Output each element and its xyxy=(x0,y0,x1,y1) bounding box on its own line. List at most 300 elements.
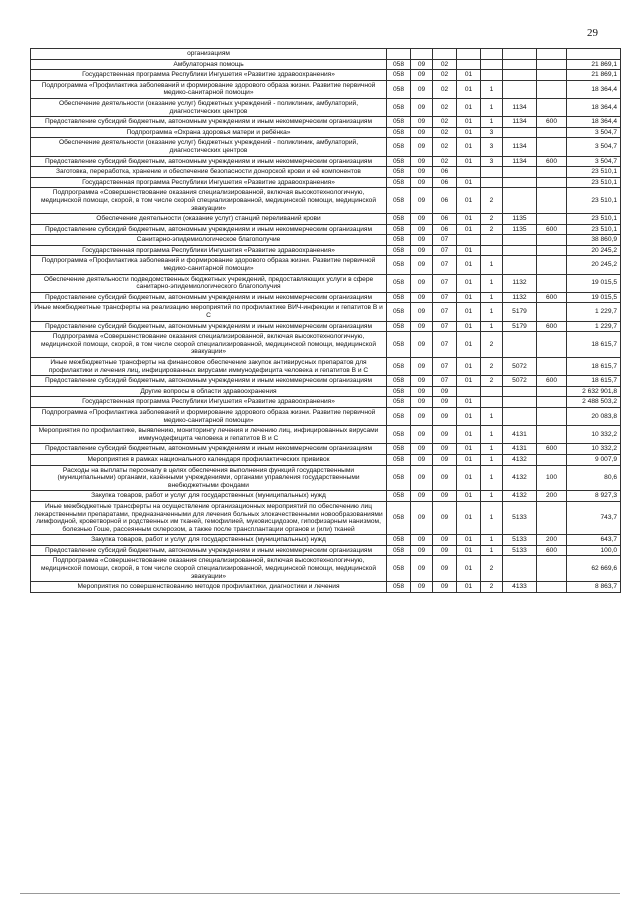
subsection-code: 07 xyxy=(433,235,457,246)
ministry-code: 058 xyxy=(387,582,411,593)
row-name: Обеспечение деятельности (оказание услуг) бюджетных учреждений - поликлиник, амбулаторий, диагностических центров xyxy=(31,138,387,156)
program-code: 01 xyxy=(457,117,481,128)
row-name: Подпрограмма «Совершенствование оказания специализированной, включая высокотехнологичную, медицинской помощи, скорой, в том числе скорой специализированной, медицинской помощи, медицинской эвакуации» xyxy=(31,188,387,214)
row-amount: 1 229,7 xyxy=(567,321,621,332)
subprogram-code xyxy=(481,245,503,256)
subprogram-code: 1 xyxy=(481,491,503,502)
subsection-code: 02 xyxy=(433,127,457,138)
target-article-code: 5072 xyxy=(503,376,537,387)
ministry-code: 058 xyxy=(387,491,411,502)
row-amount: 18 615,7 xyxy=(567,332,621,358)
row-amount: 20 245,2 xyxy=(567,245,621,256)
subsection-code: 02 xyxy=(433,70,457,81)
subprogram-code: 1 xyxy=(481,274,503,292)
table-row xyxy=(31,545,621,556)
section-code: 09 xyxy=(411,80,433,98)
program-code: 01 xyxy=(457,214,481,225)
section-code: 09 xyxy=(411,397,433,408)
expense-type-code: 600 xyxy=(537,545,567,556)
subprogram-code xyxy=(481,397,503,408)
ministry-code: 058 xyxy=(387,426,411,444)
subsection-code: 09 xyxy=(433,535,457,546)
table-row xyxy=(31,138,621,156)
row-name: Предоставление субсидий бюджетным, автономным учреждениям и иным некоммерческим организациям xyxy=(31,292,387,303)
ministry-code: 058 xyxy=(387,214,411,225)
subsection-code: 09 xyxy=(433,545,457,556)
row-name: Предоставление субсидий бюджетным, автономным учреждениям и иным некоммерческим организациям xyxy=(31,117,387,128)
table-row xyxy=(31,59,621,70)
section-code: 09 xyxy=(411,245,433,256)
program-code: 01 xyxy=(457,303,481,321)
subprogram-code: 1 xyxy=(481,117,503,128)
row-name: Мероприятия в рамках национального календаря профилактических прививок xyxy=(31,454,387,465)
program-code: 01 xyxy=(457,332,481,358)
program-code: 01 xyxy=(457,545,481,556)
subsection-code: 09 xyxy=(433,556,457,582)
subsection-code: 02 xyxy=(433,117,457,128)
subprogram-code: 2 xyxy=(481,376,503,387)
expense-type-code xyxy=(537,80,567,98)
target-article-code xyxy=(503,59,537,70)
expense-type-code xyxy=(537,177,567,188)
table-row xyxy=(31,556,621,582)
expense-type-code xyxy=(537,303,567,321)
subsection-code: 09 xyxy=(433,386,457,397)
target-article-code xyxy=(503,386,537,397)
ministry-code: 058 xyxy=(387,274,411,292)
section-code: 09 xyxy=(411,274,433,292)
section-code: 09 xyxy=(411,545,433,556)
row-name: Государственная программа Республики Ингушетия «Развитие здравоохранения» xyxy=(31,245,387,256)
row-name: Иные межбюджетные трансферты на реализацию мероприятий по профилактике ВИЧ-инфекции и гепатитов В и С xyxy=(31,303,387,321)
row-amount: 100,0 xyxy=(567,545,621,556)
subsection-code: 09 xyxy=(433,582,457,593)
subprogram-code: 2 xyxy=(481,188,503,214)
program-code: 01 xyxy=(457,582,481,593)
target-article-code: 1134 xyxy=(503,98,537,116)
subsection-code: 09 xyxy=(433,501,457,534)
target-article-code xyxy=(503,407,537,425)
subprogram-code: 2 xyxy=(481,332,503,358)
section-code: 09 xyxy=(411,358,433,376)
program-code: 01 xyxy=(457,245,481,256)
row-amount: 23 510,1 xyxy=(567,177,621,188)
row-name: организациям xyxy=(31,49,387,60)
target-article-code: 5133 xyxy=(503,535,537,546)
target-article-code xyxy=(503,167,537,178)
row-name: Закупка товаров, работ и услуг для государственных (муниципальных) нужд xyxy=(31,535,387,546)
subsection-code: 09 xyxy=(433,491,457,502)
section-code: 09 xyxy=(411,407,433,425)
expense-type-code: 600 xyxy=(537,156,567,167)
expense-type-code xyxy=(537,235,567,246)
row-name: Государственная программа Республики Ингушетия «Развитие здравоохранения» xyxy=(31,70,387,81)
page-bottom-rule xyxy=(20,893,620,894)
subprogram-code: 3 xyxy=(481,138,503,156)
row-name: Иные межбюджетные трансферты на осуществление организационных мероприятий по обеспечению лиц лекарственными препаратами, предназначенными для лечения больных злокачественными новообразованиями лимфоидной, кроветворной и родственных им тканей, гемофилией, муковисцидозом, гипофизарным нанизмом, болезнью Гоше, рассеянным склерозом, а также после трансплантации органов и (или) тканей xyxy=(31,501,387,534)
target-article-code: 4131 xyxy=(503,444,537,455)
table-body xyxy=(31,49,621,593)
ministry-code: 058 xyxy=(387,397,411,408)
section-code: 09 xyxy=(411,491,433,502)
target-article-code: 1135 xyxy=(503,214,537,225)
table-row xyxy=(31,535,621,546)
ministry-code: 058 xyxy=(387,444,411,455)
row-name: Государственная программа Республики Ингушетия «Развитие здравоохранения» xyxy=(31,397,387,408)
row-amount: 23 510,1 xyxy=(567,214,621,225)
subsection-code: 09 xyxy=(433,465,457,491)
ministry-code: 058 xyxy=(387,98,411,116)
row-name: Подпрограмма «Охрана здоровья матери и ребёнка» xyxy=(31,127,387,138)
subsection-code: 07 xyxy=(433,256,457,274)
subprogram-code: 2 xyxy=(481,582,503,593)
row-amount: 1 229,7 xyxy=(567,303,621,321)
ministry-code: 058 xyxy=(387,556,411,582)
row-name: Государственная программа Республики Ингушетия «Развитие здравоохранения» xyxy=(31,177,387,188)
row-amount: 18 364,4 xyxy=(567,117,621,128)
target-article-code xyxy=(503,127,537,138)
expense-type-code xyxy=(537,167,567,178)
program-code: 01 xyxy=(457,358,481,376)
table-row xyxy=(31,376,621,387)
program-code: 01 xyxy=(457,556,481,582)
row-amount: 80,6 xyxy=(567,465,621,491)
subsection-code: 07 xyxy=(433,245,457,256)
row-amount: 18 364,4 xyxy=(567,80,621,98)
subprogram-code xyxy=(481,167,503,178)
subprogram-code: 1 xyxy=(481,501,503,534)
expense-type-code xyxy=(537,70,567,81)
subsection-code: 06 xyxy=(433,214,457,225)
program-code: 01 xyxy=(457,491,481,502)
expense-type-code xyxy=(537,582,567,593)
table-row xyxy=(31,321,621,332)
section-code: 09 xyxy=(411,303,433,321)
subsection-code: 02 xyxy=(433,59,457,70)
expense-type-code xyxy=(537,188,567,214)
row-name: Предоставление субсидий бюджетным, автономным учреждениям и иным некоммерческим организациям xyxy=(31,444,387,455)
table-row xyxy=(31,407,621,425)
subsection-code: 07 xyxy=(433,274,457,292)
target-article-code xyxy=(503,49,537,60)
program-code: 01 xyxy=(457,177,481,188)
section-code: 09 xyxy=(411,292,433,303)
section-code: 09 xyxy=(411,127,433,138)
row-amount: 18 615,7 xyxy=(567,358,621,376)
section-code: 09 xyxy=(411,214,433,225)
subprogram-code xyxy=(481,235,503,246)
target-article-code: 4132 xyxy=(503,465,537,491)
row-amount: 21 869,1 xyxy=(567,59,621,70)
program-code: 01 xyxy=(457,188,481,214)
target-article-code: 4133 xyxy=(503,582,537,593)
row-amount: 19 015,5 xyxy=(567,292,621,303)
table-row xyxy=(31,98,621,116)
row-name: Санитарно-эпидемиологическое благополучие xyxy=(31,235,387,246)
row-amount: 20 083,8 xyxy=(567,407,621,425)
subsection-code: 02 xyxy=(433,138,457,156)
row-name: Предоставление субсидий бюджетным, автономным учреждениям и иным некоммерческим организациям xyxy=(31,156,387,167)
target-article-code: 1132 xyxy=(503,274,537,292)
ministry-code: 058 xyxy=(387,188,411,214)
subprogram-code: 1 xyxy=(481,545,503,556)
row-name: Подпрограмма «Совершенствование оказания специализированной, включая высокотехнологичную, медицинской помощи, скорой, в том числе скорой специализированной, медицинской помощи, медицинской эвакуации» xyxy=(31,556,387,582)
section-code: 09 xyxy=(411,224,433,235)
table-row xyxy=(31,70,621,81)
subprogram-code: 1 xyxy=(481,98,503,116)
target-article-code xyxy=(503,80,537,98)
row-name: Мероприятия по профилактике, выявлению, мониторингу лечения и лечению лиц, инфицированных вирусами иммунодефицита человека и гепатитов В и С xyxy=(31,426,387,444)
target-article-code xyxy=(503,245,537,256)
program-code xyxy=(457,167,481,178)
row-amount: 18 615,7 xyxy=(567,376,621,387)
program-code: 01 xyxy=(457,274,481,292)
program-code: 01 xyxy=(457,80,481,98)
program-code xyxy=(457,59,481,70)
expense-type-code xyxy=(537,454,567,465)
subsection-code xyxy=(433,49,457,60)
program-code: 01 xyxy=(457,156,481,167)
target-article-code xyxy=(503,397,537,408)
ministry-code: 058 xyxy=(387,535,411,546)
ministry-code: 058 xyxy=(387,156,411,167)
table-row xyxy=(31,235,621,246)
program-code: 01 xyxy=(457,397,481,408)
section-code xyxy=(411,49,433,60)
row-amount: 743,7 xyxy=(567,501,621,534)
expense-type-code xyxy=(537,138,567,156)
ministry-code: 058 xyxy=(387,465,411,491)
expense-type-code xyxy=(537,332,567,358)
target-article-code: 1132 xyxy=(503,292,537,303)
row-amount: 18 364,4 xyxy=(567,98,621,116)
ministry-code: 058 xyxy=(387,358,411,376)
subsection-code: 07 xyxy=(433,332,457,358)
target-article-code: 1135 xyxy=(503,224,537,235)
expense-type-code xyxy=(537,127,567,138)
table-row xyxy=(31,501,621,534)
subprogram-code: 1 xyxy=(481,321,503,332)
table-row xyxy=(31,274,621,292)
row-name: Предоставление субсидий бюджетным, автономным учреждениям и иным некоммерческим организациям xyxy=(31,224,387,235)
ministry-code: 058 xyxy=(387,256,411,274)
subprogram-code: 1 xyxy=(481,454,503,465)
section-code: 09 xyxy=(411,235,433,246)
target-article-code: 1134 xyxy=(503,138,537,156)
program-code: 01 xyxy=(457,376,481,387)
subsection-code: 02 xyxy=(433,98,457,116)
ministry-code: 058 xyxy=(387,117,411,128)
ministry-code: 058 xyxy=(387,127,411,138)
expense-type-code xyxy=(537,256,567,274)
program-code: 01 xyxy=(457,465,481,491)
subprogram-code xyxy=(481,177,503,188)
expense-type-code xyxy=(537,245,567,256)
table-row xyxy=(31,491,621,502)
ministry-code: 058 xyxy=(387,386,411,397)
program-code: 01 xyxy=(457,224,481,235)
target-article-code: 5133 xyxy=(503,545,537,556)
table-row xyxy=(31,397,621,408)
target-article-code xyxy=(503,256,537,274)
table-row xyxy=(31,582,621,593)
table-row xyxy=(31,332,621,358)
program-code xyxy=(457,49,481,60)
row-name: Подпрограмма «Профилактика заболеваний и формирование здорового образа жизни. Развитие первичной медико-санитарной помощи» xyxy=(31,256,387,274)
target-article-code: 5072 xyxy=(503,358,537,376)
ministry-code: 058 xyxy=(387,545,411,556)
table-row xyxy=(31,426,621,444)
ministry-code: 058 xyxy=(387,407,411,425)
subsection-code: 07 xyxy=(433,358,457,376)
table-row xyxy=(31,256,621,274)
subprogram-code: 1 xyxy=(481,303,503,321)
expense-type-code xyxy=(537,358,567,376)
ministry-code: 058 xyxy=(387,70,411,81)
table-row xyxy=(31,49,621,60)
subprogram-code: 1 xyxy=(481,407,503,425)
row-amount: 643,7 xyxy=(567,535,621,546)
expense-type-code: 200 xyxy=(537,535,567,546)
subsection-code: 09 xyxy=(433,444,457,455)
subprogram-code: 3 xyxy=(481,156,503,167)
expense-type-code: 600 xyxy=(537,376,567,387)
subsection-code: 06 xyxy=(433,167,457,178)
row-name: Обеспечение деятельности подведомственных бюджетных учреждений, предоставляющих услуги в сфере санитарно-эпидемиологического благополучия xyxy=(31,274,387,292)
target-article-code xyxy=(503,70,537,81)
program-code: 01 xyxy=(457,138,481,156)
expense-type-code xyxy=(537,556,567,582)
section-code: 09 xyxy=(411,138,433,156)
row-name: Расходы на выплаты персоналу в целях обеспечения выполнения функций государственными (муниципальными) органами, казёнными учреждениями, органами управления государственными внебюджетными фондами xyxy=(31,465,387,491)
section-code: 09 xyxy=(411,582,433,593)
section-code: 09 xyxy=(411,256,433,274)
ministry-code: 058 xyxy=(387,80,411,98)
subprogram-code: 2 xyxy=(481,214,503,225)
program-code: 01 xyxy=(457,454,481,465)
expense-type-code xyxy=(537,397,567,408)
section-code: 09 xyxy=(411,465,433,491)
ministry-code: 058 xyxy=(387,177,411,188)
row-amount: 23 510,1 xyxy=(567,224,621,235)
table-row xyxy=(31,454,621,465)
table-row xyxy=(31,177,621,188)
target-article-code: 1134 xyxy=(503,117,537,128)
row-amount: 8 863,7 xyxy=(567,582,621,593)
row-name: Мероприятия по совершенствованию методов профилактики, диагностики и лечения xyxy=(31,582,387,593)
section-code: 09 xyxy=(411,59,433,70)
expense-type-code xyxy=(537,49,567,60)
subsection-code: 09 xyxy=(433,426,457,444)
section-code: 09 xyxy=(411,188,433,214)
ministry-code xyxy=(387,49,411,60)
row-amount: 20 245,2 xyxy=(567,256,621,274)
subprogram-code xyxy=(481,70,503,81)
target-article-code xyxy=(503,188,537,214)
program-code xyxy=(457,235,481,246)
expense-type-code xyxy=(537,386,567,397)
ministry-code: 058 xyxy=(387,332,411,358)
section-code: 09 xyxy=(411,177,433,188)
subprogram-code: 1 xyxy=(481,426,503,444)
expense-type-code: 600 xyxy=(537,292,567,303)
program-code: 01 xyxy=(457,407,481,425)
section-code: 09 xyxy=(411,156,433,167)
row-amount: 8 927,3 xyxy=(567,491,621,502)
subsection-code: 06 xyxy=(433,224,457,235)
row-amount: 2 488 503,2 xyxy=(567,397,621,408)
section-code: 09 xyxy=(411,454,433,465)
row-name: Подпрограмма «Профилактика заболеваний и формирование здорового образа жизни. Развитие первичной медико-санитарной помощи» xyxy=(31,407,387,425)
row-name: Подпрограмма «Совершенствование оказания специализированной, включая высокотехнологичную, медицинской помощи, скорой, в том числе скорой специализированной, медицинской помощи, медицинской эвакуации» xyxy=(31,332,387,358)
ministry-code: 058 xyxy=(387,376,411,387)
program-code: 01 xyxy=(457,535,481,546)
program-code: 01 xyxy=(457,292,481,303)
table-row xyxy=(31,386,621,397)
subsection-code: 06 xyxy=(433,188,457,214)
table-row xyxy=(31,127,621,138)
subprogram-code: 1 xyxy=(481,535,503,546)
row-amount: 23 510,1 xyxy=(567,167,621,178)
row-amount: 3 504,7 xyxy=(567,127,621,138)
subsection-code: 09 xyxy=(433,454,457,465)
row-name: Подпрограмма «Профилактика заболеваний и формирование здорового образа жизни. Развитие первичной медико-санитарной помощи» xyxy=(31,80,387,98)
expense-type-code: 100 xyxy=(537,465,567,491)
row-amount xyxy=(567,49,621,60)
subsection-code: 06 xyxy=(433,177,457,188)
row-amount: 19 015,5 xyxy=(567,274,621,292)
row-amount: 3 504,7 xyxy=(567,138,621,156)
subsection-code: 07 xyxy=(433,376,457,387)
ministry-code: 058 xyxy=(387,454,411,465)
subprogram-code: 1 xyxy=(481,444,503,455)
subsection-code: 02 xyxy=(433,156,457,167)
subprogram-code: 3 xyxy=(481,127,503,138)
row-amount: 21 869,1 xyxy=(567,70,621,81)
section-code: 09 xyxy=(411,501,433,534)
expense-type-code xyxy=(537,426,567,444)
expense-type-code xyxy=(537,501,567,534)
target-article-code: 4132 xyxy=(503,491,537,502)
table-row xyxy=(31,358,621,376)
subprogram-code: 1 xyxy=(481,256,503,274)
program-code: 01 xyxy=(457,444,481,455)
row-amount: 62 669,6 xyxy=(567,556,621,582)
program-code: 01 xyxy=(457,426,481,444)
program-code: 01 xyxy=(457,256,481,274)
ministry-code: 058 xyxy=(387,321,411,332)
table-row xyxy=(31,214,621,225)
section-code: 09 xyxy=(411,167,433,178)
table-row xyxy=(31,167,621,178)
page-number: 29 xyxy=(587,27,598,39)
expense-type-code: 600 xyxy=(537,321,567,332)
ministry-code: 058 xyxy=(387,138,411,156)
section-code: 09 xyxy=(411,386,433,397)
ministry-code: 058 xyxy=(387,235,411,246)
section-code: 09 xyxy=(411,376,433,387)
table-row xyxy=(31,117,621,128)
target-article-code: 5133 xyxy=(503,501,537,534)
row-amount: 3 504,7 xyxy=(567,156,621,167)
section-code: 09 xyxy=(411,70,433,81)
target-article-code: 4132 xyxy=(503,454,537,465)
ministry-code: 058 xyxy=(387,501,411,534)
section-code: 09 xyxy=(411,556,433,582)
row-name: Амбулаторная помощь xyxy=(31,59,387,70)
table-row xyxy=(31,303,621,321)
table-row xyxy=(31,188,621,214)
